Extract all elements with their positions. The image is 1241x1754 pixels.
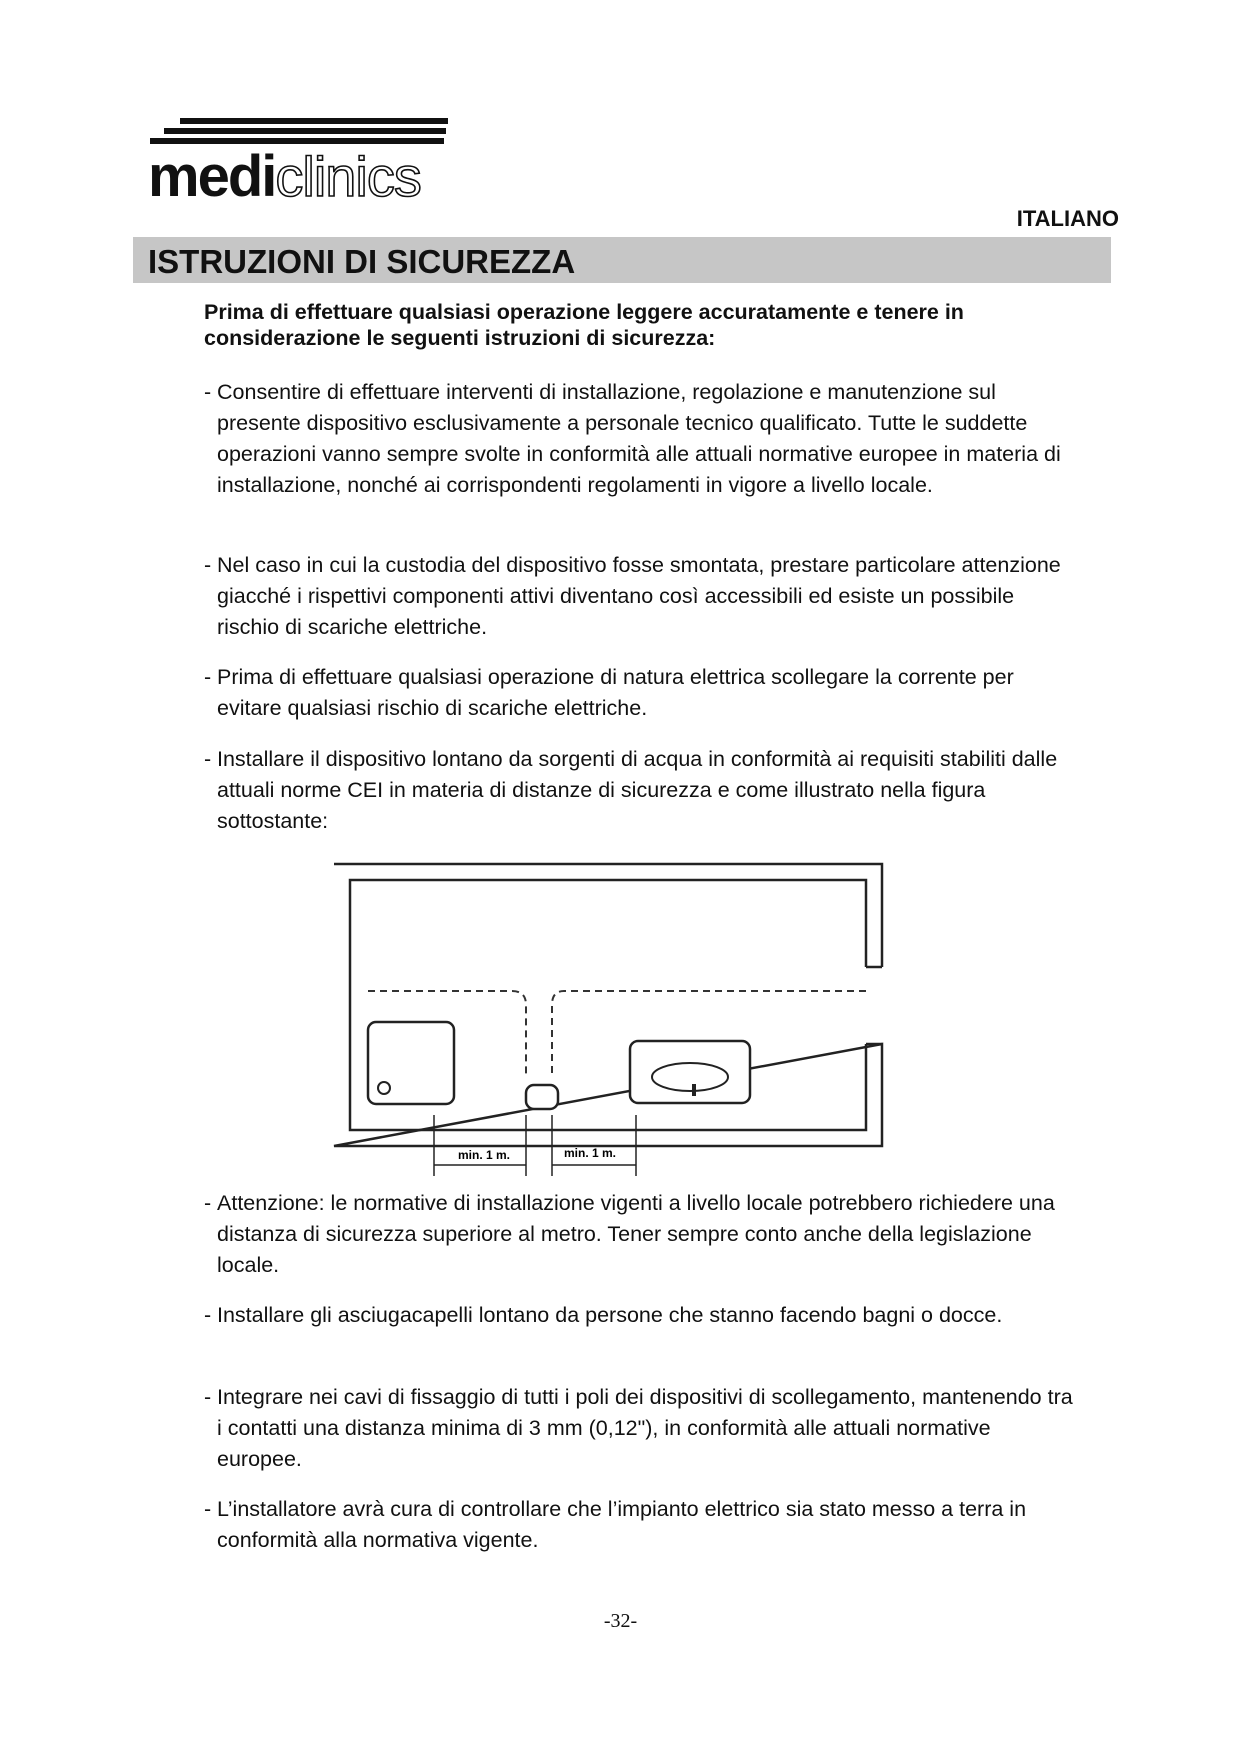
bullet-text: Integrare nei cavi di fissaggio di tutti i poli dei dispositivi di scollegamento, mantenendo tra i contatti una distanza minima di 3 mm (0,12"), in conformità alle attuali normative europee.	[217, 1385, 1073, 1471]
list-item	[204, 550, 1074, 643]
list-item	[204, 1188, 1074, 1281]
washbasin-bowl	[652, 1063, 728, 1091]
section-title: ISTRUZIONI DI SICUREZZA	[148, 243, 576, 280]
bullet-dash: -	[204, 747, 212, 771]
bullet-text: L’installatore avrà cura di controllare che l’impianto elettrico sia stato messo a terra in conformità alla normativa vigente.	[217, 1497, 1027, 1552]
list-item	[204, 1494, 1074, 1556]
bullet-dash: -	[204, 1385, 212, 1409]
section-banner	[133, 237, 1111, 283]
dimension-label-left: min. 1 m.	[458, 1148, 511, 1162]
logo-word-light: clinics	[275, 145, 421, 208]
bullet-text: Prima di effettuare qualsiasi operazione di natura elettrica scollegare la corrente per evitare qualsiasi rischio di scariche elettriche.	[217, 665, 1014, 720]
intro-paragraph: Prima di effettuare qualsiasi operazione leggere accuratamente e tenere in considerazione le seguenti istruzioni di sicurezza:	[204, 300, 964, 350]
logo-stripe	[180, 118, 448, 124]
list-item	[204, 1300, 1074, 1331]
bullet-text: Consentire di effettuare interventi di installazione, regolazione e manutenzione sul presente dispositivo esclusivamente a personale tecnico qualificato. Tutte le suddette operazioni vanno sempre svolte in conformità alle attuali normative europee in materia di installazione, nonché ai corrispondenti regolamenti in vigore a livello locale.	[217, 380, 1061, 497]
list-item	[204, 1382, 1074, 1475]
page-number: -32-	[603, 1610, 638, 1632]
language-label: ITALIANO	[1016, 206, 1119, 231]
mediclinics-logo	[148, 118, 448, 208]
bullet-text: Installare gli asciugacapelli lontano da persone che stanno facendo bagni o docce.	[217, 1303, 1003, 1327]
list-item	[204, 744, 1074, 837]
safety-distance-diagram	[330, 860, 900, 1190]
dimension-label-right: min. 1 m.	[564, 1146, 617, 1160]
logo-word-bold: medi	[148, 144, 276, 209]
bullet-dash: -	[204, 553, 212, 577]
bullet-text: Nel caso in cui la custodia del dispositivo fosse smontata, prestare particolare attenzione giacché i rispettivi componenti attivi diventano così accessibili ed esiste un possibile rischio di scariche elettriche.	[217, 553, 1061, 639]
list-item	[204, 377, 1074, 501]
hand-dryer	[526, 1085, 558, 1109]
bullet-text: Installare il dispositivo lontano da sorgenti di acqua in conformità ai requisiti stabiliti dalle attuali norme CEI in materia di distanze di sicurezza e come illustrato nella figura sottostante:	[217, 747, 1058, 833]
bullet-dash: -	[204, 380, 212, 404]
bullet-dash: -	[204, 1497, 212, 1521]
logo-stripe	[164, 128, 446, 134]
bullet-dash: -	[204, 1191, 212, 1215]
shower-drain	[378, 1082, 390, 1094]
list-item	[204, 662, 1074, 724]
logo-wordmark	[148, 144, 421, 209]
bullet-dash: -	[204, 665, 212, 689]
bullet-dash: -	[204, 1303, 212, 1327]
bullet-text: Attenzione: le normative di installazione vigenti a livello locale potrebbero richiedere una distanza di sicurezza superiore al metro. Tener sempre conto anche della legislazione locale.	[217, 1191, 1055, 1277]
